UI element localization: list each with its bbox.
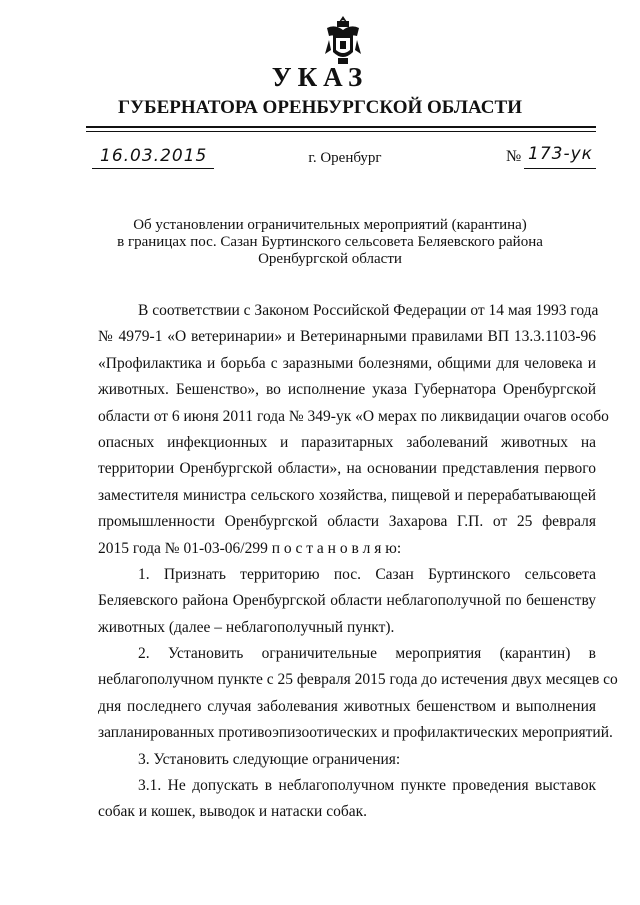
body-line: 3. Установить следующие ограничения: xyxy=(138,750,401,768)
body-line: заместителя министра сельского хозяйства, пищевой и перерабатывающей xyxy=(98,486,596,504)
issuer-subtitle: ГУБЕРНАТОРА ОРЕНБУРГСКОЙ ОБЛАСТИ xyxy=(118,97,522,118)
body-line: промышленности Оренбургской области Захарова Г.П. от 25 февраля xyxy=(98,513,596,531)
body-line: 3.1. Не допускать в неблагополучном пункте проведения выставок xyxy=(138,777,596,795)
document-type-title: УКАЗ xyxy=(271,62,369,92)
body-line: «Профилактика и борьба с заразными болезнями, общими для человека и xyxy=(98,354,596,372)
body-line: опасных инфекционных и паразитарных заболеваний животных на xyxy=(98,433,596,451)
body-line: животных. Бешенство», во исполнение указа Губернатора Оренбургской xyxy=(98,381,596,399)
body-line: собак и кошек, выводок и натаски собак. xyxy=(98,803,368,821)
body-line: территории Оренбургской области», на основании представления первого xyxy=(98,460,596,478)
body-line: 2015 года № 01-03-06/299 п о с т а н о в л я ю: xyxy=(98,539,402,557)
document-number: 173-ук xyxy=(528,144,593,164)
number-label: № xyxy=(506,148,522,165)
header-divider-thick xyxy=(86,126,596,128)
body-line: животных (далее – неблагополучный пункт). xyxy=(98,618,395,636)
decree-body xyxy=(98,298,618,826)
date-underline xyxy=(92,168,214,169)
body-line: неблагополучном пункте с 25 февраля 2015 года до истечения двух месяцев со xyxy=(98,671,618,689)
body-line: 1. Признать территорию пос. Сазан Буртинского сельсовета xyxy=(138,565,596,583)
body-line: области от 6 июня 2011 года № 349-ук «О мерах по ликвидации очагов особо xyxy=(98,407,609,425)
document-date: 16.03.2015 xyxy=(100,146,208,166)
heading-line: Об установлении ограничительных мероприятий (карантина) xyxy=(133,217,527,233)
heading-line: в границах пос. Сазан Буртинского сельсовета Беляевского района xyxy=(117,234,543,250)
decree-heading xyxy=(110,217,550,268)
number-underline xyxy=(524,168,596,169)
body-line: запланированных противоэпизоотических и профилактических мероприятий. xyxy=(98,724,613,742)
coat-of-arms-icon xyxy=(323,14,363,66)
body-line: В соответствии с Законом Российской Федерации от 14 мая 1993 года xyxy=(138,302,599,319)
body-line: дня последнего случая заболевания животных бешенством и выполнения xyxy=(98,697,596,715)
heading-line: Оренбургской области xyxy=(258,251,402,267)
body-line: 2. Установить ограничительные мероприятия (карантин) в xyxy=(138,645,596,663)
header-divider-thin xyxy=(86,131,596,132)
body-line: № 4979-1 «О ветеринарии» и Ветеринарными правилами ВП 13.3.1103-96 xyxy=(98,328,596,346)
body-line: Беляевского района Оренбургской области неблагополучной по бешенству xyxy=(98,592,596,610)
document-city: г. Оренбург xyxy=(308,150,382,166)
